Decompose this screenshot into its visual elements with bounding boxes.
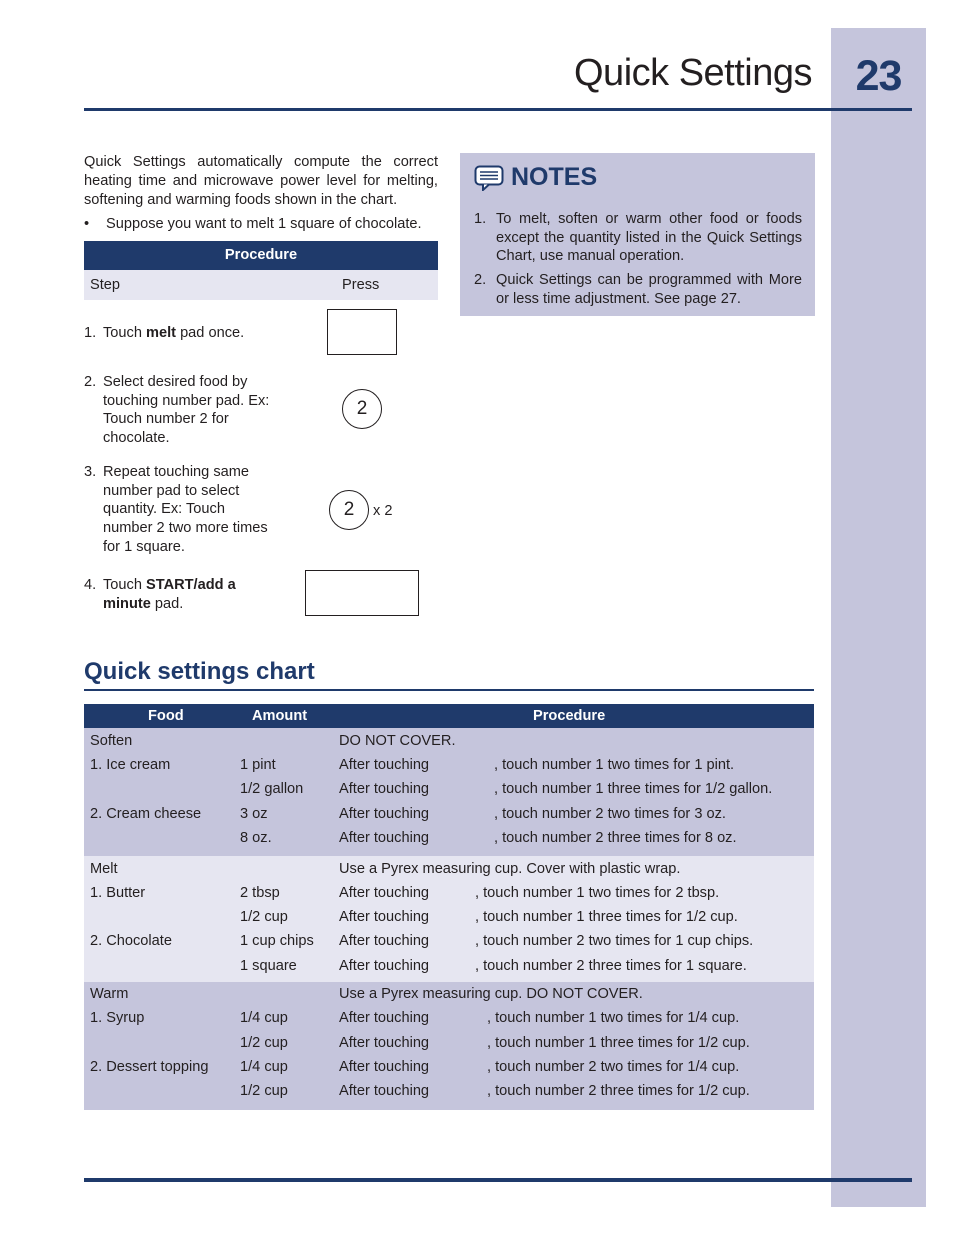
chart-procedure-cell: After touching xyxy=(339,1010,430,1026)
chart-amount-cell: 3 oz xyxy=(240,806,268,822)
page-title: Quick Settings xyxy=(574,52,812,94)
col-press: Press xyxy=(342,277,380,293)
chart-procedure-cell: After touching xyxy=(339,781,430,797)
number-2-key-repeat[interactable]: 2 xyxy=(329,490,369,530)
chart-procedure-cell: Use a Pyrex measuring cup. DO NOT COVER. xyxy=(339,986,643,1002)
chart-amount-cell: 1/2 gallon xyxy=(240,781,304,797)
chart-procedure-cell: After touching xyxy=(339,1059,430,1075)
chart-amount-cell: 1/2 cup xyxy=(240,1035,288,1051)
bullet-text: Suppose you want to melt 1 square of chocolate. xyxy=(106,216,422,232)
chart-procedure-detail-cell: , touch number 1 three times for 1/2 gallon. xyxy=(494,781,773,797)
intro-paragraph: Quick Settings automatically compute the correct heating time and microwave power level for melting, softening and warming foods shown in the chart. xyxy=(84,154,438,208)
chart-procedure-detail-cell: , touch number 2 three times for 1 square. xyxy=(475,958,747,974)
step-1: 1. Touch melt pad once. xyxy=(84,325,245,341)
chart-amount-cell: 1 cup chips xyxy=(240,933,314,949)
chart-procedure-cell: After touching xyxy=(339,757,430,773)
start-add-minute-key[interactable] xyxy=(305,570,419,616)
chart-procedure-cell: Use a Pyrex measuring cup. Cover with plastic wrap. xyxy=(339,861,681,877)
chart-food-cell: 1. Butter xyxy=(90,885,146,901)
note-2: 2. Quick Settings can be programmed with More or less time adjustment. See page 27. xyxy=(474,272,802,307)
chart-procedure-detail-cell: , touch number 2 three times for 1/2 cup. xyxy=(487,1083,750,1099)
chart-procedure-cell: DO NOT COVER. xyxy=(339,733,456,749)
chart-procedure-detail-cell: , touch number 1 two times for 1/4 cup. xyxy=(487,1010,740,1026)
chart-procedure-detail-cell: , touch number 1 three times for 1/2 cup. xyxy=(475,909,738,925)
step-3: 3. Repeat touching same number pad to select quantity. Ex: Touch number 2 two more times for 1 square. xyxy=(84,464,268,555)
notes-icon xyxy=(474,165,504,196)
page-number: 23 xyxy=(855,52,902,100)
notes-title: NOTES xyxy=(511,163,598,191)
chart-procedure-cell: After touching xyxy=(339,1035,430,1051)
chart-amount-cell: 1/4 cup xyxy=(240,1010,288,1026)
col-procedure: Procedure xyxy=(533,708,606,724)
chart-food-cell: Melt xyxy=(90,861,118,877)
chart-amount-cell: 8 oz. xyxy=(240,830,272,846)
chart-amount-cell: 2 tbsp xyxy=(240,885,280,901)
chart-procedure-detail-cell: , touch number 1 three times for 1/2 cup. xyxy=(487,1035,750,1051)
chart-food-cell: 2. Cream cheese xyxy=(90,806,202,822)
step-4: 4. Touch START/add a minute pad. xyxy=(84,577,236,612)
col-step: Step xyxy=(90,277,121,293)
note-1: 1. To melt, soften or warm other food or foods except the quantity listed in the Quick Settings Chart, use manual operation. xyxy=(474,211,802,265)
chart-header xyxy=(84,704,814,728)
chart-procedure-cell: After touching xyxy=(339,958,430,974)
chart-procedure-detail-cell: , touch number 2 three times for 8 oz. xyxy=(494,830,737,846)
bullet-mark: • xyxy=(84,216,90,232)
chart-procedure-detail-cell: , touch number 2 two times for 3 oz. xyxy=(494,806,726,822)
chart-amount-cell: 1 pint xyxy=(240,757,276,773)
chart-food-cell: Soften xyxy=(90,733,133,749)
chart-title: Quick settings chart xyxy=(84,658,315,685)
chart-procedure-cell: After touching xyxy=(339,885,430,901)
chart-amount-cell: 1 square xyxy=(240,958,297,974)
chart-food-cell: 2. Chocolate xyxy=(90,933,172,949)
chart-procedure-detail-cell: , touch number 2 two times for 1 cup chips. xyxy=(475,933,754,949)
footer-rule xyxy=(84,1178,912,1182)
chart-amount-cell: 1/2 cup xyxy=(240,1083,288,1099)
chart-procedure-cell: After touching xyxy=(339,933,430,949)
chart-food-cell: 2. Dessert topping xyxy=(90,1059,209,1075)
col-amount: Amount xyxy=(252,708,308,724)
procedure-subheader xyxy=(84,270,438,300)
header-rule xyxy=(84,108,912,111)
chart-food-cell: Warm xyxy=(90,986,129,1002)
intro-bullet xyxy=(84,215,444,234)
chart-procedure-cell: After touching xyxy=(339,830,430,846)
chart-amount-cell: 1/2 cup xyxy=(240,909,288,925)
col-food: Food xyxy=(148,708,184,724)
procedure-header: Procedure xyxy=(84,241,438,270)
chart-procedure-cell: After touching xyxy=(339,806,430,822)
chart-amount-cell: 1/4 cup xyxy=(240,1059,288,1075)
repeat-count: x 2 xyxy=(373,503,393,519)
melt-pad-key[interactable] xyxy=(327,309,397,355)
chart-procedure-detail-cell: , touch number 2 two times for 1/4 cup. xyxy=(487,1059,740,1075)
chart-rule xyxy=(84,689,814,691)
chart-procedure-cell: After touching xyxy=(339,1083,430,1099)
number-2-key[interactable]: 2 xyxy=(342,389,382,429)
chart-procedure-cell: After touching xyxy=(339,909,430,925)
chart-procedure-detail-cell: , touch number 1 two times for 2 tbsp. xyxy=(475,885,720,901)
step-2: 2. Select desired food by touching number pad. Ex: Touch number 2 for chocolate. xyxy=(84,374,270,447)
chart-food-cell: 1. Syrup xyxy=(90,1010,145,1026)
side-bar xyxy=(831,28,926,1207)
chart-procedure-detail-cell: , touch number 1 two times for 1 pint. xyxy=(494,757,735,773)
chart-food-cell: 1. Ice cream xyxy=(90,757,171,773)
